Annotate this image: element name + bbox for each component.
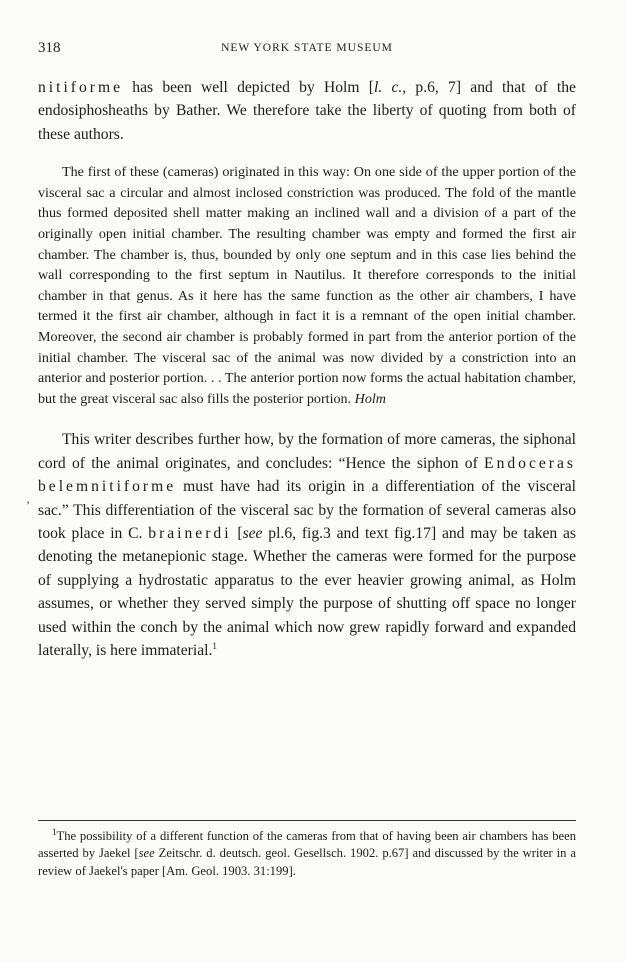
page-body <box>38 40 576 662</box>
genus-name: Endoceras <box>484 454 576 472</box>
footnote-text: Zeitschr. d. deutsch. geol. Gesellsch. 1902. p.67] and discussed by the writer in a review of Jaekel's paper [Am. Geol. 1903. 31:199]. <box>38 846 576 878</box>
see-reference: see <box>242 524 263 542</box>
paragraph-text: [ <box>231 524 243 542</box>
footnote-text: The possibility of a different function of the cameras from that of having been air chambers has been asserted by Jaekel [ <box>38 829 576 861</box>
paragraph-text: p.6, 7] and that of the endosiphosheaths by Bather. We therefore take the liberty of quoting from both of these authors. <box>38 79 576 143</box>
paragraph-text: This writer describes further how, by the formation of more cameras, the siphonal cord of the animal originates, and concludes: “Hence the siphon of <box>38 431 576 472</box>
paragraph-text: must have had its origin in a differentiation of the visceral sac.” This differentiation of the visceral sac by the formation of several cameras also took place in C. <box>38 478 576 542</box>
stray-mark: ’ <box>26 498 30 512</box>
block-quote <box>38 162 576 409</box>
page-header <box>38 40 576 62</box>
citation-italic: l. c., <box>373 79 407 96</box>
paragraph-text: pl.6, fig.3 and text fig.17] and may be taken as denoting the metanepionic stage. Whether the cameras were formed for the purpose of supplying a hydrostatic apparatus to the ever heavier growing animal, as Holm assumes, or whether they served simply the purpose of shutting off space no longer used within the conch by the animal which now grew rapidly forward and expanded laterally, is here immaterial. <box>38 524 576 659</box>
footnote-rule <box>38 820 576 821</box>
footnote <box>38 828 576 880</box>
paragraph-main <box>38 428 576 662</box>
paragraph-text: has been well depicted by Holm [ <box>123 79 374 96</box>
footnote-marker: 1 <box>52 826 57 837</box>
running-head: NEW YORK STATE MUSEUM <box>221 42 393 54</box>
page-number: 318 <box>38 40 61 56</box>
quote-attribution: Holm <box>354 390 386 407</box>
see-reference: see <box>138 846 155 861</box>
species-name: belemnitiforme <box>38 478 177 496</box>
paragraph-continuation <box>38 76 576 146</box>
genus-name: nitiforme <box>38 79 124 96</box>
quote-text: The first of these (cameras) originated in this way: On one side of the upper portion of the visceral sac a circular and almost inclosed constriction was produced. The fold of the mantle thus formed deposited shell matter making an inclined wall and a division of a part of the originally open initial chamber. The resulting chamber was empty and formed the first air chamber. The chamber is, thus, bounded by only one septum and in this case lies behind the wall corresponding to the first septum in Nautilus. It therefore corresponds to the initial chamber in that genus. As it here has the same function as the other air chambers, I have termed it the first air chamber, although in fact it is a remnant of the open initial chamber. Moreover, the second air chamber is probably formed in part from the anterior portion of the initial chamber. The visceral sac of the animal was now divided by a constriction into an anterior and posterior portion. . . The anterior portion now forms the actual habitation chamber, but the great visceral sac also fills the posterior portion. <box>38 164 576 407</box>
footnote-reference: 1 <box>212 640 217 651</box>
species-name: brainerdi <box>148 524 232 542</box>
